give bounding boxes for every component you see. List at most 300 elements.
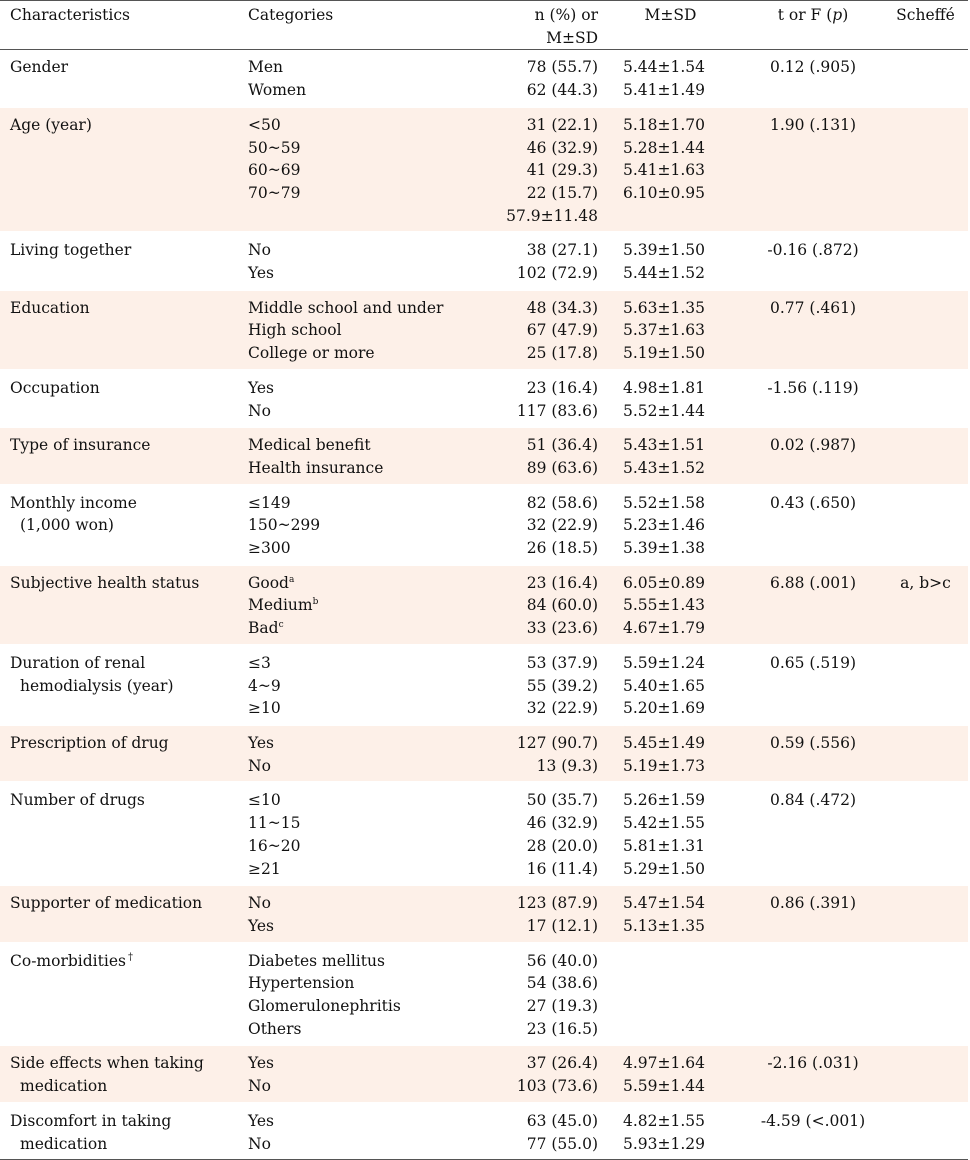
category-label	[248, 1075, 486, 1098]
n-percent-value: 33 (23.6)	[526, 619, 598, 638]
category-label	[248, 434, 486, 457]
statistic-cell	[743, 943, 883, 1046]
category-label	[248, 159, 486, 182]
scheffe-cell	[883, 565, 968, 645]
category-text: 70~79	[248, 183, 301, 202]
category-text: Yes	[248, 1111, 275, 1130]
mean-sd-cell	[598, 885, 743, 942]
mean-sd-cell	[598, 290, 743, 370]
category-cell	[238, 1103, 486, 1160]
n-percent-value: 26 (18.5)	[526, 539, 598, 558]
category-cell	[238, 107, 486, 233]
characteristic-cell	[0, 943, 238, 1046]
statistic-value: 6.88 (.001)	[769, 573, 857, 592]
scheffe-cell	[883, 485, 968, 565]
characteristic-text: Gender	[10, 58, 69, 77]
n-percent-value: 53 (37.9)	[526, 653, 598, 672]
characteristic-text: Age (year)	[10, 115, 92, 134]
n-percent-cell	[486, 107, 598, 233]
category-label	[248, 858, 486, 881]
category-label	[248, 1018, 486, 1041]
characteristic-cell	[0, 645, 238, 725]
header-t-prefix: t or F (	[777, 6, 833, 24]
category-text: Bad	[248, 619, 279, 638]
category-cell	[238, 50, 486, 107]
mean-sd-value: 5.43±1.51	[622, 436, 705, 455]
n-percent-cell	[486, 885, 598, 942]
category-superscript: c	[278, 620, 284, 631]
mean-sd-list	[623, 114, 743, 205]
mean-sd-value: 6.05±0.89	[622, 573, 705, 592]
category-text: <50	[248, 115, 281, 134]
category-label	[248, 835, 486, 858]
category-label	[248, 892, 486, 915]
characteristic-label	[10, 652, 238, 675]
category-label	[248, 262, 486, 285]
characteristic-text: Living together	[10, 241, 132, 260]
category-label	[248, 972, 486, 995]
category-text: Yes	[248, 1054, 275, 1073]
n-percent-value: 62 (44.3)	[526, 81, 598, 100]
mean-sd-cell	[598, 50, 743, 107]
characteristic-text: Discomfort in taking	[10, 1111, 172, 1130]
scheffe-cell	[883, 782, 968, 885]
category-label	[248, 789, 486, 812]
characteristic-label	[10, 572, 238, 595]
category-text: Others	[248, 1019, 302, 1038]
category-label	[248, 514, 486, 537]
n-percent-value: 23 (16.4)	[526, 378, 598, 397]
n-percent-value: 37 (26.4)	[526, 1054, 598, 1073]
category-text: No	[248, 401, 271, 420]
mean-sd-value: 5.44±1.52	[622, 264, 705, 283]
n-percent-value: 103 (73.6)	[516, 1077, 598, 1096]
statistic-cell	[743, 565, 883, 645]
n-percent-value: 27 (19.3)	[526, 997, 598, 1016]
category-cell	[238, 290, 486, 370]
category-cell	[238, 943, 486, 1046]
statistic-cell	[743, 725, 883, 782]
category-cell	[238, 1045, 486, 1102]
category-label	[248, 205, 486, 228]
statistic-cell	[743, 1045, 883, 1102]
n-percent-value: 41 (29.3)	[526, 161, 598, 180]
category-text: Medical benefit	[248, 436, 371, 455]
category-text: 11~15	[248, 814, 301, 833]
category-text: ≤3	[248, 653, 271, 672]
category-text: 150~299	[248, 516, 321, 535]
statistic-cell	[743, 290, 883, 370]
characteristic-text: Supporter of medication	[10, 894, 203, 913]
mean-sd-value: 5.13±1.35	[622, 916, 705, 935]
header-scheffe: Scheffé	[883, 1, 968, 50]
category-label	[248, 79, 486, 102]
statistic-cell	[743, 370, 883, 427]
table-row	[0, 885, 968, 942]
category-text: Middle school and under	[248, 298, 444, 317]
scheffe-cell	[883, 1103, 968, 1160]
n-percent-value: 31 (22.1)	[526, 115, 598, 134]
mean-sd-list	[623, 892, 743, 937]
mean-sd-list	[623, 789, 743, 880]
mean-sd-value: 5.40±1.65	[622, 676, 705, 695]
mean-sd-cell	[598, 427, 743, 484]
characteristic-label	[10, 377, 238, 400]
statistic-cell	[743, 427, 883, 484]
category-label	[248, 697, 486, 720]
n-percent-value: 117 (83.6)	[516, 401, 598, 420]
mean-sd-value: 5.19±1.73	[622, 756, 705, 775]
characteristic-text: Side effects when taking	[10, 1054, 204, 1073]
mean-sd-list	[623, 1110, 743, 1155]
mean-sd-value: 5.81±1.31	[622, 836, 705, 855]
category-text: ≤10	[248, 791, 281, 810]
mean-sd-cell	[598, 782, 743, 885]
category-text: No	[248, 894, 271, 913]
n-percent-cell	[486, 427, 598, 484]
scheffe-cell	[883, 107, 968, 233]
mean-sd-value: 5.43±1.52	[622, 458, 705, 477]
n-percent-cell	[486, 50, 598, 107]
characteristic-text: hemodialysis (year)	[20, 676, 174, 695]
characteristic-label	[10, 950, 238, 973]
category-label	[248, 182, 486, 205]
characteristic-label	[10, 675, 238, 698]
category-superscript: a	[288, 574, 295, 585]
mean-sd-value: 5.18±1.70	[622, 115, 705, 134]
characteristic-cell	[0, 290, 238, 370]
n-percent-value: 51 (36.4)	[526, 436, 598, 455]
characteristic-text: Occupation	[10, 378, 100, 397]
statistic-value: 0.43 (.650)	[769, 493, 857, 512]
scheffe-cell	[883, 1045, 968, 1102]
table-row	[0, 370, 968, 427]
characteristic-text: Duration of renal	[10, 653, 146, 672]
n-percent-value: 32 (22.9)	[526, 699, 598, 718]
statistic-cell	[743, 782, 883, 885]
header-t-or-f	[743, 1, 883, 50]
category-label	[248, 56, 486, 79]
mean-sd-value: 5.23±1.46	[622, 516, 705, 535]
n-percent-value: 77 (55.0)	[526, 1134, 598, 1153]
scheffe-cell	[883, 885, 968, 942]
mean-sd-value: 5.47±1.54	[622, 894, 705, 913]
category-cell	[238, 565, 486, 645]
category-text: Hypertension	[248, 974, 355, 993]
characteristic-label	[10, 492, 238, 515]
category-text: College or more	[248, 344, 375, 363]
n-percent-value: 57.9±11.48	[506, 206, 598, 225]
category-label	[248, 594, 486, 617]
mean-sd-value: 5.63±1.35	[622, 298, 705, 317]
scheffe-value: a, b>c	[900, 573, 951, 592]
mean-sd-value: 4.97±1.64	[622, 1054, 705, 1073]
statistic-cell	[743, 50, 883, 107]
characteristic-cell	[0, 782, 238, 885]
n-percent-value: 82 (58.6)	[526, 493, 598, 512]
category-label	[248, 137, 486, 160]
characteristic-label	[10, 239, 238, 262]
mean-sd-value: 5.45±1.49	[622, 733, 705, 752]
category-superscript: b	[312, 597, 319, 608]
category-label	[248, 297, 486, 320]
mean-sd-list	[623, 297, 743, 365]
n-percent-value: 38 (27.1)	[526, 241, 598, 260]
category-label	[248, 812, 486, 835]
category-text: No	[248, 1077, 271, 1096]
characteristic-label	[10, 434, 238, 457]
n-percent-value: 67 (47.9)	[526, 321, 598, 340]
n-percent-value: 17 (12.1)	[526, 916, 598, 935]
category-text: No	[248, 241, 271, 260]
mean-sd-value: 5.41±1.49	[622, 81, 705, 100]
n-percent-value: 16 (11.4)	[526, 859, 598, 878]
statistic-cell	[743, 485, 883, 565]
mean-sd-cell	[598, 943, 743, 1046]
category-label	[248, 457, 486, 480]
characteristic-text: Subjective health status	[10, 573, 200, 592]
mean-sd-value: 6.10±0.95	[622, 183, 705, 202]
category-label	[248, 537, 486, 560]
mean-sd-cell	[598, 1103, 743, 1160]
mean-sd-value: 5.52±1.44	[622, 401, 705, 420]
scheffe-cell	[883, 290, 968, 370]
statistic-value: 1.90 (.131)	[769, 115, 857, 134]
table-body	[0, 50, 968, 1160]
category-cell	[238, 725, 486, 782]
n-percent-cell	[486, 943, 598, 1046]
statistic-cell	[743, 232, 883, 289]
category-text: Yes	[248, 264, 275, 283]
mean-sd-value: 5.37±1.63	[622, 321, 705, 340]
category-text: Yes	[248, 916, 275, 935]
statistic-value: -2.16 (.031)	[767, 1054, 859, 1073]
category-text: No	[248, 756, 271, 775]
table-row	[0, 232, 968, 289]
n-percent-value: 89 (63.6)	[526, 458, 598, 477]
mean-sd-list	[623, 732, 743, 777]
category-text: ≤149	[248, 493, 291, 512]
characteristic-text: Co-morbidities	[10, 951, 126, 970]
characteristic-cell	[0, 370, 238, 427]
table-row	[0, 645, 968, 725]
category-label	[248, 1133, 486, 1156]
n-percent-value: 46 (32.9)	[526, 814, 598, 833]
statistic-value: 0.65 (.519)	[769, 653, 857, 672]
mean-sd-list	[623, 56, 743, 101]
n-percent-value: 13 (9.3)	[536, 756, 598, 775]
n-percent-value: 50 (35.7)	[526, 791, 598, 810]
category-label	[248, 1110, 486, 1133]
mean-sd-cell	[598, 107, 743, 233]
mean-sd-value: 5.41±1.63	[622, 161, 705, 180]
mean-sd-value: 5.19±1.50	[622, 344, 705, 363]
characteristic-label	[10, 114, 238, 137]
characteristic-label	[10, 56, 238, 79]
mean-sd-list	[623, 492, 743, 560]
statistic-value: 0.59 (.556)	[769, 733, 857, 752]
n-percent-cell	[486, 725, 598, 782]
characteristic-label	[10, 514, 238, 537]
category-label	[248, 319, 486, 342]
characteristic-text: (1,000 won)	[20, 516, 114, 535]
n-percent-value: 25 (17.8)	[526, 344, 598, 363]
characteristic-label	[10, 297, 238, 320]
characteristic-cell	[0, 107, 238, 233]
category-text: 50~59	[248, 138, 301, 157]
category-label	[248, 652, 486, 675]
mean-sd-cell	[598, 725, 743, 782]
n-percent-value: 22 (15.7)	[526, 183, 598, 202]
category-cell	[238, 370, 486, 427]
characteristic-cell	[0, 485, 238, 565]
n-percent-value: 63 (45.0)	[526, 1111, 598, 1130]
mean-sd-value: 4.67±1.79	[622, 619, 705, 638]
category-label	[248, 1052, 486, 1075]
category-cell	[238, 782, 486, 885]
table-row	[0, 565, 968, 645]
category-label	[248, 400, 486, 423]
characteristic-text: Prescription of drug	[10, 733, 169, 752]
n-percent-cell	[486, 565, 598, 645]
mean-sd-value: 5.44±1.54	[622, 58, 705, 77]
category-text: Medium	[248, 596, 313, 615]
characteristic-label	[10, 1133, 238, 1156]
category-text: ≥10	[248, 699, 281, 718]
n-percent-value: 32 (22.9)	[526, 516, 598, 535]
statistic-cell	[743, 107, 883, 233]
characteristic-text: medication	[20, 1134, 108, 1153]
n-percent-value: 78 (55.7)	[526, 58, 598, 77]
scheffe-cell	[883, 725, 968, 782]
characteristic-label	[10, 789, 238, 812]
table-row	[0, 50, 968, 107]
mean-sd-value: 5.55±1.43	[622, 596, 705, 615]
category-text: Women	[248, 81, 307, 100]
n-percent-value: 84 (60.0)	[526, 596, 598, 615]
category-text: Good	[248, 573, 289, 592]
statistic-value: -4.59 (<.001)	[760, 1111, 866, 1130]
characteristic-text: Type of insurance	[10, 436, 151, 455]
characteristic-cell	[0, 1045, 238, 1102]
mean-sd-list	[623, 572, 743, 640]
header-t-p: p	[832, 6, 843, 24]
mean-sd-value: 5.28±1.44	[622, 138, 705, 157]
category-label	[248, 915, 486, 938]
characteristic-cell	[0, 427, 238, 484]
scheffe-cell	[883, 645, 968, 725]
category-text: ≥300	[248, 539, 291, 558]
characteristic-cell	[0, 725, 238, 782]
statistic-value: 0.12 (.905)	[769, 58, 857, 77]
characteristic-text: Monthly income	[10, 493, 137, 512]
n-percent-cell	[486, 1045, 598, 1102]
category-text: Diabetes mellitus	[248, 951, 385, 970]
n-percent-cell	[486, 232, 598, 289]
mean-sd-value: 4.98±1.81	[622, 378, 705, 397]
characteristic-cell	[0, 50, 238, 107]
mean-sd-value: 4.82±1.55	[622, 1111, 705, 1130]
category-text: Health insurance	[248, 458, 384, 477]
header-categories: Categories	[238, 1, 486, 50]
scheffe-cell	[883, 370, 968, 427]
table-row	[0, 290, 968, 370]
category-label	[248, 755, 486, 778]
scheffe-cell	[883, 943, 968, 1046]
category-label	[248, 732, 486, 755]
n-percent-value: 46 (32.9)	[526, 138, 598, 157]
category-text: Glomerulonephritis	[248, 997, 401, 1016]
mean-sd-value: 5.39±1.38	[622, 539, 705, 558]
n-percent-value: 54 (38.6)	[526, 974, 598, 993]
characteristic-cell	[0, 565, 238, 645]
n-percent-value: 127 (90.7)	[516, 733, 598, 752]
scheffe-cell	[883, 50, 968, 107]
category-label	[248, 114, 486, 137]
table-row	[0, 782, 968, 885]
category-label	[248, 342, 486, 365]
statistic-value: 0.86 (.391)	[769, 894, 857, 913]
statistic-cell	[743, 885, 883, 942]
mean-sd-list	[623, 377, 743, 422]
characteristic-label	[10, 1052, 238, 1075]
n-percent-cell	[486, 485, 598, 565]
statistic-cell	[743, 645, 883, 725]
mean-sd-value: 5.59±1.24	[622, 653, 705, 672]
characteristic-text: Education	[10, 298, 90, 317]
mean-sd-list	[623, 652, 743, 720]
n-percent-value: 23 (16.4)	[526, 573, 598, 592]
category-text: No	[248, 1134, 271, 1153]
table-row	[0, 427, 968, 484]
mean-sd-value: 5.42±1.55	[622, 814, 705, 833]
header-n-percent: n (%) or M±SD	[486, 1, 598, 50]
mean-sd-value: 5.59±1.44	[622, 1077, 705, 1096]
category-text: ≥21	[248, 859, 281, 878]
mean-sd-value: 5.39±1.50	[622, 241, 705, 260]
characteristic-label	[10, 892, 238, 915]
table-header-row	[0, 1, 968, 50]
category-label	[248, 675, 486, 698]
mean-sd-cell	[598, 485, 743, 565]
category-cell	[238, 232, 486, 289]
category-label	[248, 239, 486, 262]
category-cell	[238, 885, 486, 942]
category-cell	[238, 427, 486, 484]
category-label	[248, 572, 486, 595]
table-corner-mark	[6, 1133, 10, 1137]
mean-sd-value: 5.93±1.29	[622, 1134, 705, 1153]
n-percent-cell	[486, 370, 598, 427]
n-percent-value: 123 (87.9)	[516, 894, 598, 913]
category-label	[248, 995, 486, 1018]
statistic-cell	[743, 1103, 883, 1160]
scheffe-cell	[883, 232, 968, 289]
statistic-value: 0.02 (.987)	[769, 436, 857, 455]
characteristic-label	[10, 1110, 238, 1133]
mean-sd-cell	[598, 645, 743, 725]
dagger-footnote-mark: †	[127, 951, 133, 963]
n-percent-value: 102 (72.9)	[516, 264, 598, 283]
mean-sd-value: 5.26±1.59	[622, 791, 705, 810]
category-cell	[238, 485, 486, 565]
table-row	[0, 1103, 968, 1160]
scheffe-cell	[883, 427, 968, 484]
n-percent-value: 56 (40.0)	[526, 951, 598, 970]
header-mean-sd: M±SD	[598, 1, 743, 50]
characteristic-cell	[0, 1103, 238, 1160]
characteristic-label	[10, 1075, 238, 1098]
